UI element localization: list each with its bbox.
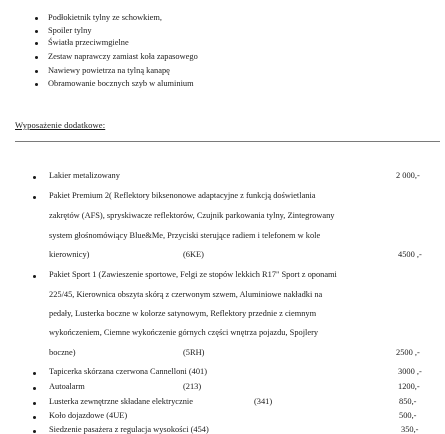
bullet (33, 372, 36, 375)
section-heading: Wyposażenie dodatkowe: (15, 120, 106, 130)
option-price: 4500 ,- (398, 250, 422, 259)
top-list-item: Podłokietnik tylny ze schowkiem, (48, 13, 162, 22)
option-line: 225/45, Kierownica obszyta skórą z czerwonym szwem, Aluminiowe nakładki na (49, 290, 323, 299)
bullet (35, 56, 38, 59)
option-line: Lusterka zewnętrzne składane elektrycznie (49, 397, 193, 406)
option-price: 2 000,- (396, 171, 420, 180)
option-code: (213) (183, 382, 202, 391)
option-line: Lakier metalizowany (49, 171, 120, 180)
option-line: Pakiet Premium 2( Reflektory biksenonowe adaptacyjne z funkcją doświetlania (49, 191, 316, 200)
option-price: 350,- (401, 425, 419, 434)
bullet (33, 387, 36, 390)
option-price: 3000 ,- (398, 367, 422, 376)
bullet (33, 416, 36, 419)
bullet (35, 30, 38, 33)
option-line: Tapicerka skórzana czerwona Cannelloni (401) (49, 367, 207, 376)
top-list-item: Spoiler tylny (48, 26, 92, 35)
top-list-item: Zestaw naprawczy zamiast koła zapasowego (48, 52, 198, 61)
option-price: 500,- (399, 411, 417, 420)
option-line: Autoalarm (49, 382, 85, 391)
bullet (33, 196, 36, 199)
bullet (35, 42, 38, 45)
option-line: pedały, Lusterka boczne w kolorze satynowym, Reflektory przednie z ciemnym (49, 309, 317, 318)
bullet (33, 275, 36, 278)
top-list-item: Obramowanie bocznych szyb w aluminium (48, 79, 194, 88)
top-list-item: Nawiewy powietrza na tylną kanapę (48, 66, 170, 75)
option-code: (6KE) (183, 250, 204, 259)
bullet (33, 402, 36, 405)
option-line: Koło dojazdowe (4UE) (49, 411, 128, 420)
divider (15, 141, 440, 142)
bullet (35, 70, 38, 73)
option-code: (5RH) (183, 348, 205, 357)
option-line: zakrętów (AFS), spryskiwacze reflektorów, Czujnik parkowania tylny, Zintegrowany (49, 211, 335, 220)
bullet (33, 430, 36, 433)
top-list-item: Światła przeciwmgielne (48, 38, 129, 47)
option-line: boczne) (49, 348, 76, 357)
option-price: 2500 ,- (396, 348, 420, 357)
bullet (33, 176, 36, 179)
option-line: Pakiet Sport 1 (Zawieszenie sportowe, Felgi ze stopów lekkich R17" Sport z oponami (49, 270, 337, 279)
option-line: kierownicy) (49, 250, 90, 259)
option-line: wykończeniem, Ciemne wykończenie górnych części wnętrza pojazdu, Spojlery (49, 328, 319, 337)
bullet (35, 17, 38, 20)
bullet (35, 83, 38, 86)
option-line: system głośnomówiący Blue&Me, Przyciski sterujące radiem i telefonem w kole (49, 231, 321, 240)
option-price: 850,- (399, 397, 417, 406)
option-code: (341) (254, 397, 273, 406)
option-line: Siedzenie pasażera z regulacja wysokości (454) (49, 425, 209, 434)
option-price: 1200,- (398, 382, 420, 391)
